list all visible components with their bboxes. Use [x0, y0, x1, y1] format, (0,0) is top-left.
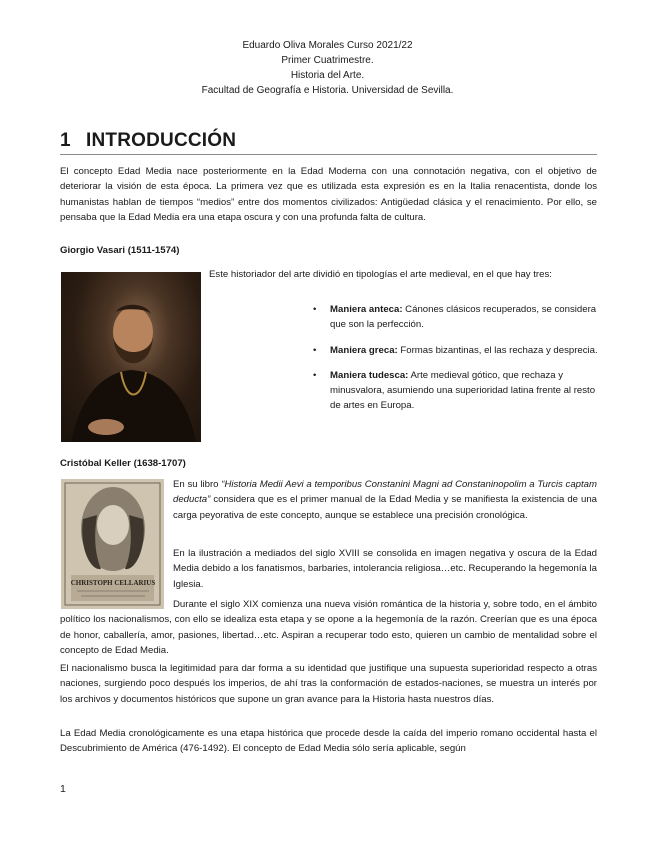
vasari-list	[313, 302, 598, 424]
list-item: • Maniera anteca: Cánones clásicos recuperados, se considera que son la perfección.	[313, 304, 597, 331]
list-item: • Maniera greca: Formas bizantinas, el las rechaza y desprecia.	[313, 343, 598, 358]
section-title: INTRODUCCIÓN	[86, 130, 237, 151]
chronology-paragraph: La Edad Media cronológicamente es una etapa histórica que procede desde la caída del imperio romano occidental hasta el Descubrimiento de América (476-1492). El concepto de Edad Media sólo sería aplicable, según	[60, 728, 597, 755]
section-heading	[60, 130, 597, 155]
document-header	[0, 38, 655, 98]
keller-paragraph-1: En su libro “Historia Medii Aevi a temporibus Constanini Magni ad Constaninopolim a Turcis captam deducta” considera que es el primer manual de la Edad Media y se manifiesta la existencia de una carga peyorativa de este concepto, aunque se establece una precisión cronológica.	[173, 479, 597, 521]
bullet-icon: •	[313, 304, 317, 315]
keller-engraving	[61, 479, 164, 609]
header-author-course: Eduardo Oliva Morales Curso 2021/22	[242, 40, 413, 51]
intro-paragraph: El concepto Edad Media nace posteriormente en la Edad Moderna con una connotación negativa, con el objetivo de deteriorar la visión de esta época. La primera vez que es utilizada esta expresión es en la Italia renacentista, donde los humanistas hablan de tiempos “medios” entre dos momentos civilizados: Antigüedad clásica y el renacimiento. Por ello, se pensaba que la Edad Media era una etapa oscura y con una profunda falta de cultura.	[60, 166, 597, 223]
keller-paragraph-3: Durante el siglo XIX comienza una nueva visión romántica de la historia y, sobre todo, en el ámbito político los nacionalismos, con ello se idealiza esta etapa y se opone a la hegemonía de la razón. Creerían que es una época de honor, caballería, amor, pasiones, libertad…etc. Aspiran a recuperar todo esto, quieren un cambio de mentalidad sobre el concepto de Edad Media.	[60, 599, 597, 656]
header-semester: Primer Cuatrimestre.	[281, 55, 374, 66]
header-faculty: Facultad de Geografía e Historia. Universidad de Sevilla.	[201, 85, 454, 96]
header-subject: Historia del Arte.	[290, 70, 365, 81]
nationalism-paragraph: El nacionalismo busca la legitimidad para dar forma a su identidad que justifique una supuesta superioridad respecto a otras naciones, surgiendo poco después los imperios, de ahí tras la conformación de estados-naciones, se muestra un interés por los archivos y documentos históricos que supone un gran avance para la Historia hasta nuestros días.	[60, 663, 597, 705]
bullet-icon: •	[313, 344, 317, 356]
engraving-caption: CHRISTOPH CELLARIUS	[70, 579, 156, 587]
vasari-portrait	[61, 272, 201, 442]
keller-paragraph-2: En la ilustración a mediados del siglo XVIII se consolida en imagen negativa y oscura de la Edad Media debido a los fanatismos, barbaries, intolerancia religiosa…etc. Recuperando la hegemonía la Iglesia.	[173, 548, 597, 590]
vasari-intro-text: Este historiador del arte dividió en tipologías el arte medieval, en el que hay tres:	[209, 269, 552, 280]
book-title: “Historia Medii Aevi a temporibus Constanini Magni ad Constaninopolim a Turcis captam deducta”	[173, 479, 597, 506]
bullet-icon: •	[313, 369, 317, 381]
page-number: 1	[60, 783, 66, 795]
vasari-heading: Giorgio Vasari (1511-1574)	[60, 245, 180, 256]
keller-heading: Cristóbal Keller (1638-1707)	[60, 458, 186, 469]
section-number: 1	[60, 130, 71, 151]
list-item: • Maniera tudesca: Arte medieval gótico, que rechaza y minusvalora, asumiendo una superioridad latina frente al resto de artes en Europa.	[313, 369, 596, 412]
